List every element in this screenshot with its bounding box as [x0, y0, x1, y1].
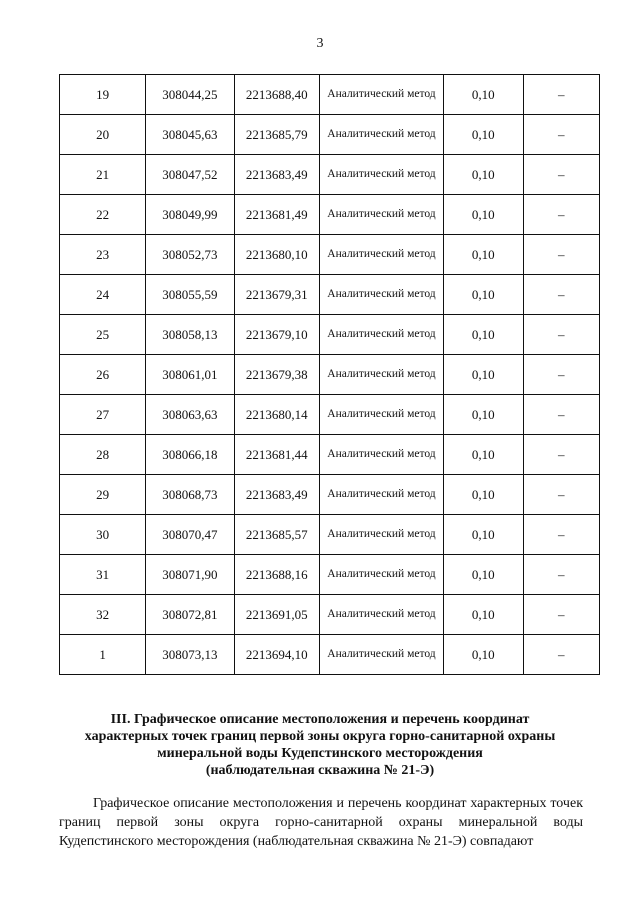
cell-y-coordinate: 2213691,05	[234, 595, 319, 635]
table-row	[60, 315, 600, 355]
cell-method: Аналитический метод	[319, 395, 443, 435]
cell-note: –	[523, 275, 599, 315]
cell-accuracy: 0,10	[443, 235, 523, 275]
cell-point-number: 31	[60, 555, 146, 595]
section-title-line-4: (наблюдательная скважина № 21-Э)	[205, 763, 435, 778]
cell-x-coordinate: 308071,90	[146, 555, 234, 595]
section-title-line-2: характерных точек границ первой зоны округа горно-санитарной охраны	[84, 729, 556, 744]
cell-note: –	[523, 435, 599, 475]
cell-accuracy: 0,10	[443, 395, 523, 435]
cell-method: Аналитический метод	[319, 115, 443, 155]
cell-accuracy: 0,10	[443, 595, 523, 635]
cell-x-coordinate: 308047,52	[146, 155, 234, 195]
section-title	[60, 711, 580, 779]
cell-note: –	[523, 635, 599, 675]
table-row	[60, 435, 600, 475]
section-title-line-1: III. Графическое описание местоположения и перечень координат	[110, 712, 530, 727]
cell-x-coordinate: 308068,73	[146, 475, 234, 515]
cell-accuracy: 0,10	[443, 355, 523, 395]
cell-y-coordinate: 2213679,31	[234, 275, 319, 315]
cell-point-number: 1	[60, 635, 146, 675]
cell-point-number: 29	[60, 475, 146, 515]
cell-x-coordinate: 308055,59	[146, 275, 234, 315]
cell-note: –	[523, 355, 599, 395]
cell-method: Аналитический метод	[319, 235, 443, 275]
cell-x-coordinate: 308070,47	[146, 515, 234, 555]
cell-point-number: 32	[60, 595, 146, 635]
cell-y-coordinate: 2213681,44	[234, 435, 319, 475]
cell-method: Аналитический метод	[319, 555, 443, 595]
cell-note: –	[523, 155, 599, 195]
cell-x-coordinate: 308072,81	[146, 595, 234, 635]
cell-y-coordinate: 2213685,57	[234, 515, 319, 555]
cell-y-coordinate: 2213683,49	[234, 155, 319, 195]
cell-note: –	[523, 235, 599, 275]
section-title-line-3: минеральной воды Кудепстинского месторождения	[157, 746, 483, 761]
cell-x-coordinate: 308044,25	[146, 75, 234, 115]
cell-accuracy: 0,10	[443, 275, 523, 315]
page-number: 3	[316, 36, 324, 51]
cell-accuracy: 0,10	[443, 635, 523, 675]
cell-point-number: 24	[60, 275, 146, 315]
table-row	[60, 195, 600, 235]
cell-accuracy: 0,10	[443, 115, 523, 155]
cell-accuracy: 0,10	[443, 155, 523, 195]
cell-method: Аналитический метод	[319, 75, 443, 115]
table-row	[60, 235, 600, 275]
cell-y-coordinate: 2213680,14	[234, 395, 319, 435]
cell-y-coordinate: 2213688,40	[234, 75, 319, 115]
coordinates-table-body	[60, 75, 600, 675]
cell-y-coordinate: 2213681,49	[234, 195, 319, 235]
cell-accuracy: 0,10	[443, 75, 523, 115]
cell-method: Аналитический метод	[319, 315, 443, 355]
cell-accuracy: 0,10	[443, 315, 523, 355]
cell-y-coordinate: 2213694,10	[234, 635, 319, 675]
cell-x-coordinate: 308058,13	[146, 315, 234, 355]
cell-method: Аналитический метод	[319, 275, 443, 315]
cell-x-coordinate: 308045,63	[146, 115, 234, 155]
table-row	[60, 595, 600, 635]
table-row	[60, 515, 600, 555]
cell-note: –	[523, 595, 599, 635]
cell-point-number: 27	[60, 395, 146, 435]
cell-point-number: 20	[60, 115, 146, 155]
cell-y-coordinate: 2213683,49	[234, 475, 319, 515]
table-row	[60, 115, 600, 155]
cell-point-number: 21	[60, 155, 146, 195]
cell-method: Аналитический метод	[319, 195, 443, 235]
cell-x-coordinate: 308066,18	[146, 435, 234, 475]
cell-x-coordinate: 308049,99	[146, 195, 234, 235]
cell-point-number: 26	[60, 355, 146, 395]
cell-point-number: 23	[60, 235, 146, 275]
table-row	[60, 555, 600, 595]
cell-method: Аналитический метод	[319, 635, 443, 675]
cell-accuracy: 0,10	[443, 195, 523, 235]
cell-accuracy: 0,10	[443, 435, 523, 475]
body-paragraph: Графическое описание местоположения и перечень координат характерных точек границ первой зоны округа горно-санитарной охраны минеральной воды Кудепстинского месторождения (наблюдательная скважина № 21-Э) совпадают	[59, 796, 583, 849]
cell-accuracy: 0,10	[443, 555, 523, 595]
cell-point-number: 25	[60, 315, 146, 355]
cell-x-coordinate: 308052,73	[146, 235, 234, 275]
cell-note: –	[523, 115, 599, 155]
cell-y-coordinate: 2213685,79	[234, 115, 319, 155]
cell-note: –	[523, 75, 599, 115]
cell-x-coordinate: 308061,01	[146, 355, 234, 395]
cell-note: –	[523, 315, 599, 355]
table-row	[60, 475, 600, 515]
cell-y-coordinate: 2213680,10	[234, 235, 319, 275]
table-row	[60, 355, 600, 395]
cell-method: Аналитический метод	[319, 435, 443, 475]
cell-y-coordinate: 2213679,10	[234, 315, 319, 355]
cell-method: Аналитический метод	[319, 595, 443, 635]
table-row	[60, 635, 600, 675]
cell-point-number: 19	[60, 75, 146, 115]
cell-method: Аналитический метод	[319, 475, 443, 515]
cell-x-coordinate: 308073,13	[146, 635, 234, 675]
table-row	[60, 275, 600, 315]
cell-note: –	[523, 555, 599, 595]
cell-y-coordinate: 2213679,38	[234, 355, 319, 395]
cell-point-number: 30	[60, 515, 146, 555]
table-row	[60, 395, 600, 435]
cell-point-number: 22	[60, 195, 146, 235]
table-row	[60, 75, 600, 115]
cell-accuracy: 0,10	[443, 515, 523, 555]
coordinates-table	[59, 74, 600, 675]
cell-accuracy: 0,10	[443, 475, 523, 515]
cell-note: –	[523, 395, 599, 435]
cell-method: Аналитический метод	[319, 515, 443, 555]
cell-note: –	[523, 515, 599, 555]
cell-method: Аналитический метод	[319, 155, 443, 195]
table-row	[60, 155, 600, 195]
cell-note: –	[523, 475, 599, 515]
cell-y-coordinate: 2213688,16	[234, 555, 319, 595]
cell-point-number: 28	[60, 435, 146, 475]
cell-method: Аналитический метод	[319, 355, 443, 395]
cell-note: –	[523, 195, 599, 235]
cell-x-coordinate: 308063,63	[146, 395, 234, 435]
